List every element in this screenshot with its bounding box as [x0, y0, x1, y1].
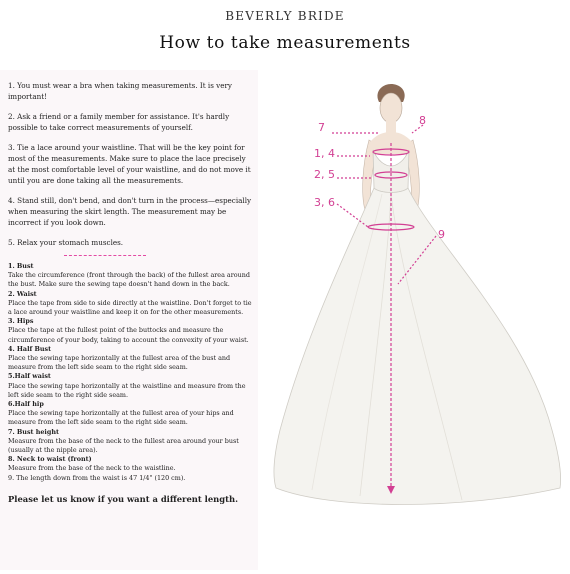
definition-title: 4. Half Bust — [8, 344, 52, 353]
label-1-4: 1, 4 — [314, 147, 335, 160]
dress-svg — [262, 70, 570, 570]
definition-text: Place the tape at the fullest point of the buttocks and measure the circumference of your body, taking to account the convexity of your waist. — [8, 326, 249, 344]
label-2-5: 2, 5 — [314, 168, 335, 181]
definition-text: Place the sewing tape horizontally at the fullest area of the bust and measure from the left side seam to the right side seam. — [8, 354, 231, 372]
label-3-6: 3, 6 — [314, 196, 335, 209]
definition-title: 5.Half waist — [8, 372, 51, 381]
brand-name: BEVERLY BRIDE — [225, 9, 345, 23]
definition-title: 6.Half hip — [8, 400, 44, 409]
definition-text: 9. The length down from the waist is 47 1/4" (120 cm). — [8, 473, 186, 482]
definition-text: Measure from the base of the neck to the fullest area around your bust (usually at the nipple area). — [8, 436, 239, 455]
definition-text: Place the sewing tape horizontally at the waistline and measure from the left side seam to the right side seam. — [8, 381, 246, 399]
definition-title: 3. Hips — [8, 317, 34, 326]
definition-title: 2. Waist — [8, 289, 37, 298]
label-7: 7 — [318, 121, 325, 134]
bodice — [373, 150, 409, 193]
definition-text: Place the tape from side to side directly at the waistline. Don't forget to tie a lace around your waistline and keep it on for the other measurements. — [8, 298, 252, 317]
definition-title: 1. Bust — [8, 262, 34, 270]
definition-title: 8. Neck to waist (front) — [8, 455, 92, 464]
definition-text: Take the circumference (front through the back) of the fullest area around the bust. Make sure the sewing tape doesn't hand down in the back. — [8, 271, 250, 289]
contact-note: Please let us know if you want a different length. — [8, 493, 239, 504]
definition-text: Place the sewing tape horizontally at the fullest area of your hips and measure from the left side seam to the right side seam. — [8, 409, 234, 427]
instruction-item: 5. Relax your stomach muscles. — [8, 238, 124, 247]
skirt — [274, 188, 561, 505]
instruction-item: 2. Ask a friend or a family member for assistance. It's hardly possible to take correct measurements of yourself. — [8, 112, 230, 132]
head — [380, 93, 402, 123]
label-8: 8 — [419, 114, 426, 127]
instruction-item: 4. Stand still, don't bend, and don't turn in the process—especially when measuring the skirt length. The measurement may be incorrect if you look down. — [8, 196, 252, 227]
definition-title: 7. Bust height — [8, 427, 59, 436]
label-9: 9 — [438, 228, 445, 241]
definition-text: Measure from the base of the neck to the waistline. — [8, 464, 176, 473]
page-title: How to take measurements — [159, 33, 411, 53]
dress-illustration — [262, 70, 570, 570]
dashed-divider — [64, 255, 146, 256]
instruction-item: 1. You must wear a bra when taking measurements. It is very important! — [8, 81, 232, 101]
instructions-text — [8, 80, 254, 505]
instruction-item: 3. Tie a lace around your waistline. That will be the key point for most of the measurements. Make sure to place the lace precisely at the most comfortable level of your waistline, and do not move it until you are done taking all the measurements. — [8, 143, 251, 185]
measurement-definitions — [8, 262, 254, 483]
